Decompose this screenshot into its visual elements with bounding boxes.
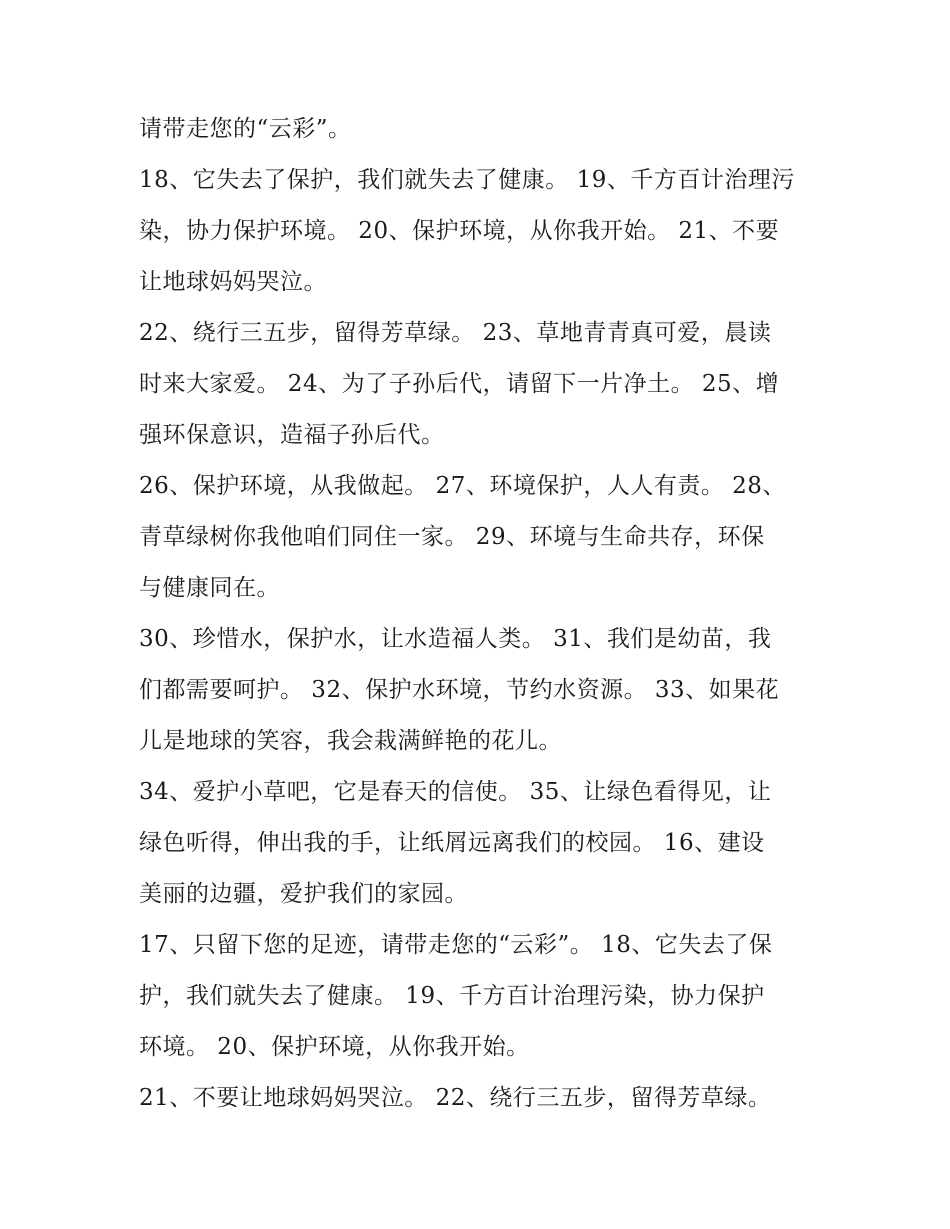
text-line: 时来大家爱。 24、为了子孙后代，请留下一片净土。 25、增	[139, 371, 780, 397]
text-line: 绿色听得，伸出我的手，让纸屑远离我们的校园。 16、建设	[139, 830, 765, 856]
text-line: 30、珍惜水，保护水，让水造福人类。 31、我们是幼苗，我	[139, 626, 772, 652]
text-line: 22、绕行三五步，留得芳草绿。 23、草地青青真可爱，晨读	[139, 320, 772, 346]
text-line: 26、保护环境，从我做起。 27、环境保护，人人有责。 28、	[139, 473, 786, 499]
text-line: 儿是地球的笑容，我会栽满鲜艳的花儿。	[139, 728, 562, 754]
text-line: 护，我们就失去了健康。 19、千方百计治理污染，协力保护	[139, 983, 765, 1009]
text-line: 34、爱护小草吧，它是春天的信使。 35、让绿色看得见，让	[139, 779, 772, 805]
text-line: 青草绿树你我他咱们同住一家。 29、环境与生命共存，环保	[139, 524, 765, 550]
text-line: 请带走您的“云彩”。	[139, 116, 352, 142]
document-body	[139, 104, 819, 1124]
text-line: 环境。 20、保护环境，从你我开始。	[139, 1034, 530, 1060]
text-line: 17、只留下您的足迹，请带走您的“云彩”。 18、它失去了保	[139, 932, 773, 958]
text-line: 染，协力保护环境。 20、保护环境，从你我开始。 21、不要	[139, 218, 780, 244]
text-line: 美丽的边疆，爱护我们的家园。	[139, 881, 468, 907]
text-line: 18、它失去了保护，我们就失去了健康。 19、千方百计治理污	[139, 167, 795, 193]
text-line: 们都需要呵护。 32、保护水环境，节约水资源。 33、如果花	[139, 677, 780, 703]
text-line: 21、不要让地球妈妈哭泣。 22、绕行三五步，留得芳草绿。	[139, 1085, 772, 1111]
text-line: 与健康同在。	[139, 575, 280, 601]
text-line: 强环保意识，造福子孙后代。	[139, 422, 445, 448]
text-line: 让地球妈妈哭泣。	[139, 269, 327, 295]
